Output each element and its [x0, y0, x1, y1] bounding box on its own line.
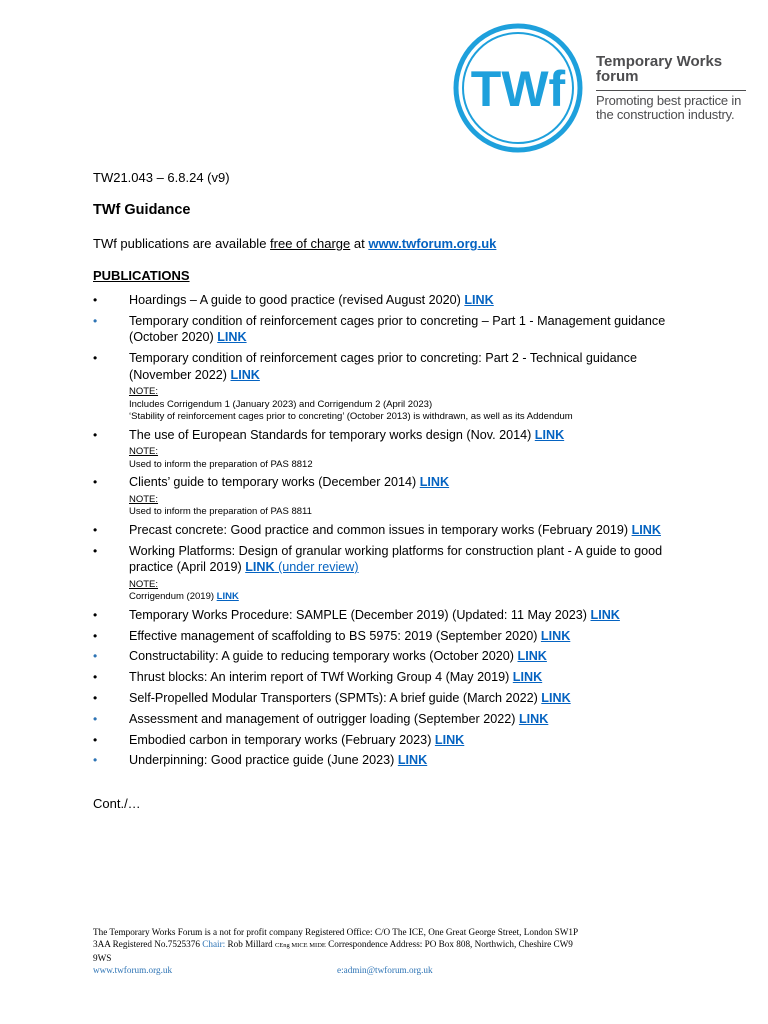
note-label: NOTE:: [129, 578, 159, 590]
availability-line: TWf publications are available free of charge at www.twforum.org.uk: [93, 236, 497, 251]
publication-note: [93, 446, 693, 471]
publication-item: [93, 732, 693, 749]
footer-website[interactable]: www.twforum.org.uk: [93, 965, 173, 975]
note-line: ‘Stability of reinforcement cages prior to concreting’ (October 2013) is withdrawn, as well as its Addendum: [129, 411, 573, 423]
note-line: Includes Corrigendum 1 (January 2023) and Corrigendum 2 (April 2023): [129, 398, 433, 410]
publication-link[interactable]: LINK: [245, 560, 275, 575]
bullet-icon: •: [93, 711, 98, 726]
publication-item: [93, 607, 693, 624]
svg-text:TWf: TWf: [470, 61, 566, 117]
publication-link[interactable]: LINK: [541, 690, 571, 705]
publication-title: Embodied carbon in temporary works (February 2023): [129, 732, 435, 747]
bullet-icon: •: [93, 753, 98, 768]
website-link[interactable]: www.twforum.org.uk: [368, 236, 497, 251]
under-review-link[interactable]: (under review): [274, 560, 359, 575]
publication-link[interactable]: LINK: [540, 628, 571, 643]
publication-title: Effective management of scaffolding to BS 5975: 2019 (September 2020): [129, 628, 541, 643]
chair-label: Chair:: [202, 939, 226, 949]
bullet-icon: •: [93, 351, 98, 366]
publication-item: [93, 350, 693, 383]
bullet-icon: •: [93, 607, 98, 622]
publication-title: The use of European Standards for temporary works design (Nov. 2014): [129, 427, 535, 442]
publication-note: [93, 386, 693, 423]
publication-item: [93, 427, 693, 444]
footer-line-3: 9WS: [93, 953, 112, 963]
publication-item: [93, 711, 693, 728]
publication-item: [93, 543, 693, 576]
continued-text: Cont./…: [93, 796, 141, 811]
publication-item: [93, 474, 693, 491]
bullet-icon: •: [93, 690, 98, 705]
publication-note: [93, 579, 693, 604]
publication-title: Precast concrete: Good practice and common issues in temporary works (February 2019): [129, 522, 632, 537]
logo-name: Temporary Works forum: [596, 53, 723, 85]
publication-title: Clients’ guide to temporary works (December 2014): [129, 475, 420, 490]
document-reference: TW21.043 – 6.8.24 (v9): [93, 170, 230, 185]
publication-link[interactable]: LINK: [534, 427, 565, 442]
bullet-icon: •: [93, 427, 98, 442]
note-label: NOTE:: [129, 494, 159, 506]
bullet-icon: •: [93, 543, 98, 558]
note-line: Used to inform the preparation of PAS 8811: [129, 506, 312, 518]
publication-title: Working Platforms: Design of granular working platforms for construction plant - A guide to good practice (April 2019): [129, 543, 663, 575]
publication-item: [93, 522, 693, 539]
publication-title: Assessment and management of outrigger loading (September 2022): [129, 711, 519, 726]
publication-item: [93, 628, 693, 645]
publication-link[interactable]: LINK: [397, 753, 428, 768]
publication-link[interactable]: LINK: [434, 732, 465, 747]
publication-link[interactable]: LINK: [512, 670, 543, 685]
publication-link[interactable]: LINK: [230, 367, 260, 382]
publications-heading: PUBLICATIONS: [93, 268, 190, 283]
publication-title: Temporary Works Procedure: SAMPLE (December 2019) (Updated: 11 May 2023): [129, 607, 591, 622]
footer-line-2: 3AA Registered No.7525376 Chair: Rob Millard CEng MICE MIDE Correspondence Address: PO Box 808, Northwich, Cheshire CW9: [93, 939, 573, 949]
publication-item: [93, 669, 693, 686]
twf-logo-mark: [450, 20, 590, 160]
publication-link[interactable]: LINK: [590, 607, 620, 622]
bullet-icon: •: [93, 670, 98, 685]
bullet-icon: •: [93, 293, 98, 307]
publication-title: Underpinning: Good practice guide (June 2023): [129, 753, 398, 768]
logo-tagline: Promoting best practice in the construction industry.: [596, 93, 742, 122]
publication-title: Temporary condition of reinforcement cages prior to concreting – Part 1 - Management guidance (October 2020): [129, 313, 666, 345]
publication-item: [93, 292, 693, 309]
publication-link[interactable]: LINK: [517, 649, 547, 664]
bullet-icon: •: [93, 313, 98, 328]
publication-title: Hoardings – A guide to good practice (revised August 2020): [129, 293, 465, 307]
publication-item: [93, 690, 693, 707]
publication-link[interactable]: LINK: [419, 475, 450, 490]
publication-note: [93, 494, 693, 519]
footer-contacts: [93, 964, 693, 976]
publication-item: [93, 752, 693, 769]
page-title: TWf Guidance: [93, 202, 191, 218]
bullet-icon: •: [93, 732, 98, 747]
bullet-icon: •: [93, 475, 98, 490]
bullet-icon: •: [93, 628, 98, 643]
footer-email[interactable]: e:admin@twforum.org.uk: [337, 965, 433, 975]
footer: [93, 926, 693, 976]
bullet-icon: •: [93, 522, 98, 537]
publication-title: Constructability: A guide to reducing temporary works (October 2020): [129, 649, 518, 664]
publication-title: Thrust blocks: An interim report of TWf Working Group 4 (May 2019): [129, 670, 513, 685]
note-line: Corrigendum (2019) LINK: [129, 591, 239, 603]
publication-link[interactable]: LINK: [464, 293, 494, 307]
bullet-icon: •: [93, 649, 98, 664]
publications-list: [93, 292, 693, 773]
publication-link[interactable]: LINK: [631, 522, 661, 537]
publication-link[interactable]: LINK: [518, 711, 549, 726]
note-label: NOTE:: [129, 386, 159, 398]
logo-divider: [596, 90, 746, 91]
publication-title: Temporary condition of reinforcement cages prior to concreting: Part 2 - Technical guidance (November 2022): [129, 351, 637, 382]
publication-item: [93, 648, 693, 665]
footer-line-1: The Temporary Works Forum is a not for profit company Registered Office: C/O The ICE, One Great George Street, London SW1P: [93, 927, 579, 937]
publication-link[interactable]: LINK: [217, 330, 247, 345]
note-line: Used to inform the preparation of PAS 8812: [129, 458, 313, 470]
note-link[interactable]: LINK: [216, 591, 239, 603]
note-label: NOTE:: [129, 446, 159, 458]
publication-title: Self-Propelled Modular Transporters (SPMTs): A brief guide (March 2022): [129, 690, 542, 705]
twf-logo: [450, 20, 768, 160]
publication-item: [93, 313, 693, 346]
